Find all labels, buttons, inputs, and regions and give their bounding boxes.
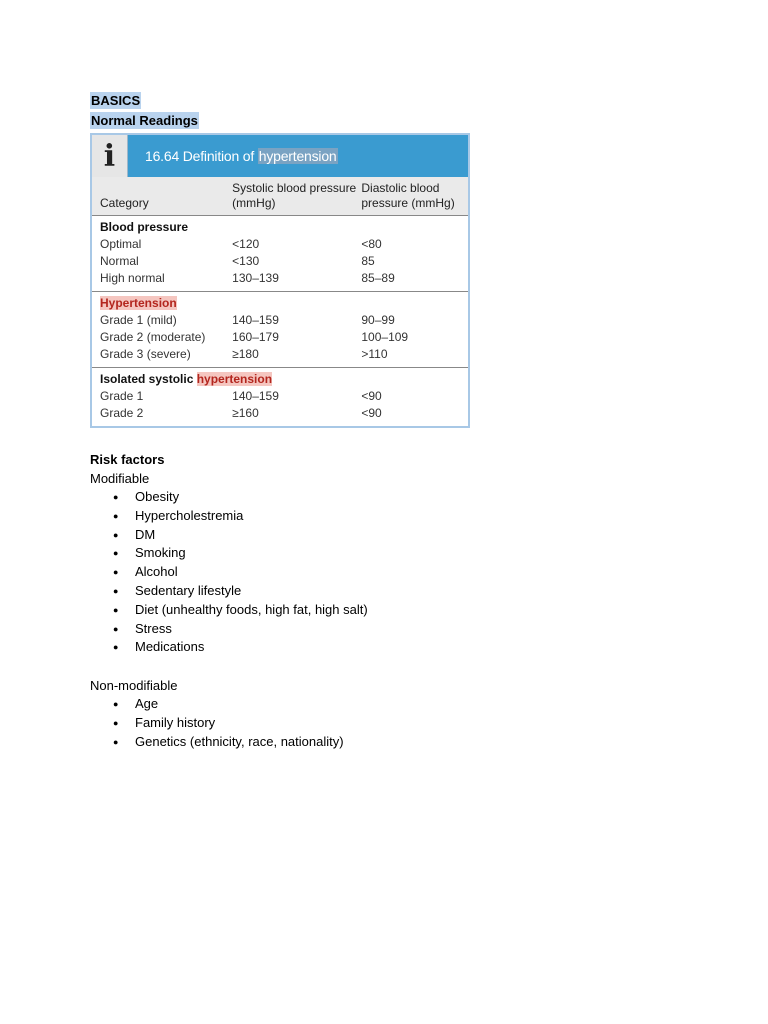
table-cell: <130	[232, 254, 260, 268]
table-cell: 130–139	[232, 271, 279, 285]
modifiable-label: Modifiable	[90, 471, 150, 486]
risk-factors-heading: Risk factors	[90, 452, 165, 467]
table-row	[100, 346, 460, 363]
table-title-highlight: hypertension	[258, 148, 337, 164]
table-section	[92, 292, 468, 368]
table-row	[100, 388, 460, 405]
table-section	[92, 368, 468, 426]
table-cell: <90	[361, 406, 382, 420]
table-section	[92, 216, 468, 292]
hypertension-definition-table	[90, 133, 470, 428]
column-header-category: Category	[100, 196, 149, 210]
list-item: ● Alcohol	[90, 563, 690, 582]
table-cell: ≥180	[232, 347, 259, 361]
table-row	[100, 405, 460, 422]
table-cell: <120	[232, 237, 260, 251]
info-icon: i	[92, 135, 128, 177]
table-cell: Grade 1	[100, 389, 144, 403]
non-modifiable-list	[90, 695, 690, 751]
list-item: ● Stress	[90, 620, 690, 639]
table-cell: Normal	[100, 254, 139, 268]
table-cell: 160–179	[232, 330, 279, 344]
table-row	[100, 270, 460, 287]
table-cell: 140–159	[232, 313, 279, 327]
section-title: Blood pressure	[100, 220, 189, 234]
heading-normal-readings: Normal Readings	[91, 113, 198, 128]
section-title: Isolated systolic hypertension	[100, 372, 273, 386]
list-item: ● Smoking	[90, 544, 690, 563]
table-cell: 90–99	[361, 313, 395, 327]
table-row	[100, 312, 460, 329]
table-cell: Optimal	[100, 237, 142, 251]
list-item: ● Family history	[90, 714, 690, 733]
table-cell: Grade 2 (moderate)	[100, 330, 206, 344]
list-item: ● Obesity	[90, 488, 690, 507]
table-cell: 100–109	[361, 330, 409, 344]
list-item: ● DM	[90, 526, 690, 545]
table-header-bar	[92, 135, 468, 177]
non-modifiable-label: Non-modifiable	[90, 678, 178, 694]
section-title-highlight: hypertension	[196, 372, 273, 386]
table-cell: Grade 1 (mild)	[100, 313, 177, 327]
list-item: ● Genetics (ethnicity, race, nationality)	[90, 733, 690, 752]
table-cell: 85	[361, 254, 375, 268]
column-header-diastolic: Diastolic blood pressure (mmHg)	[361, 181, 455, 210]
table-cell: High normal	[100, 271, 165, 285]
modifiable-list	[90, 488, 690, 657]
table-cell: <90	[361, 389, 382, 403]
table-cell: 140–159	[232, 389, 279, 403]
list-item: ● Age	[90, 695, 690, 714]
table-title: 16.64 Definition of hypertension	[145, 148, 337, 164]
table-cell: >110	[361, 347, 388, 361]
table-cell: <80	[361, 237, 382, 251]
list-item: ● Hypercholestremia	[90, 507, 690, 526]
table-body	[92, 216, 468, 426]
list-item: ● Medications	[90, 638, 690, 657]
table-cell: Grade 3 (severe)	[100, 347, 191, 361]
heading-basics: BASICS	[91, 93, 141, 108]
table-row	[100, 253, 460, 270]
table-cell: 85–89	[361, 271, 395, 285]
table-row	[100, 329, 460, 346]
table-cell: Grade 2	[100, 406, 144, 420]
table-row	[100, 236, 460, 253]
list-item: ● Sedentary lifestyle	[90, 582, 690, 601]
column-header-systolic: Systolic blood pressure (mmHg)	[232, 181, 357, 210]
table-cell: ≥160	[232, 406, 259, 420]
section-title	[100, 295, 460, 312]
column-headers	[92, 177, 468, 216]
section-title-highlight: Hypertension	[100, 296, 177, 310]
document-page	[90, 92, 690, 752]
list-item: ● Diet (unhealthy foods, high fat, high salt)	[90, 601, 690, 620]
